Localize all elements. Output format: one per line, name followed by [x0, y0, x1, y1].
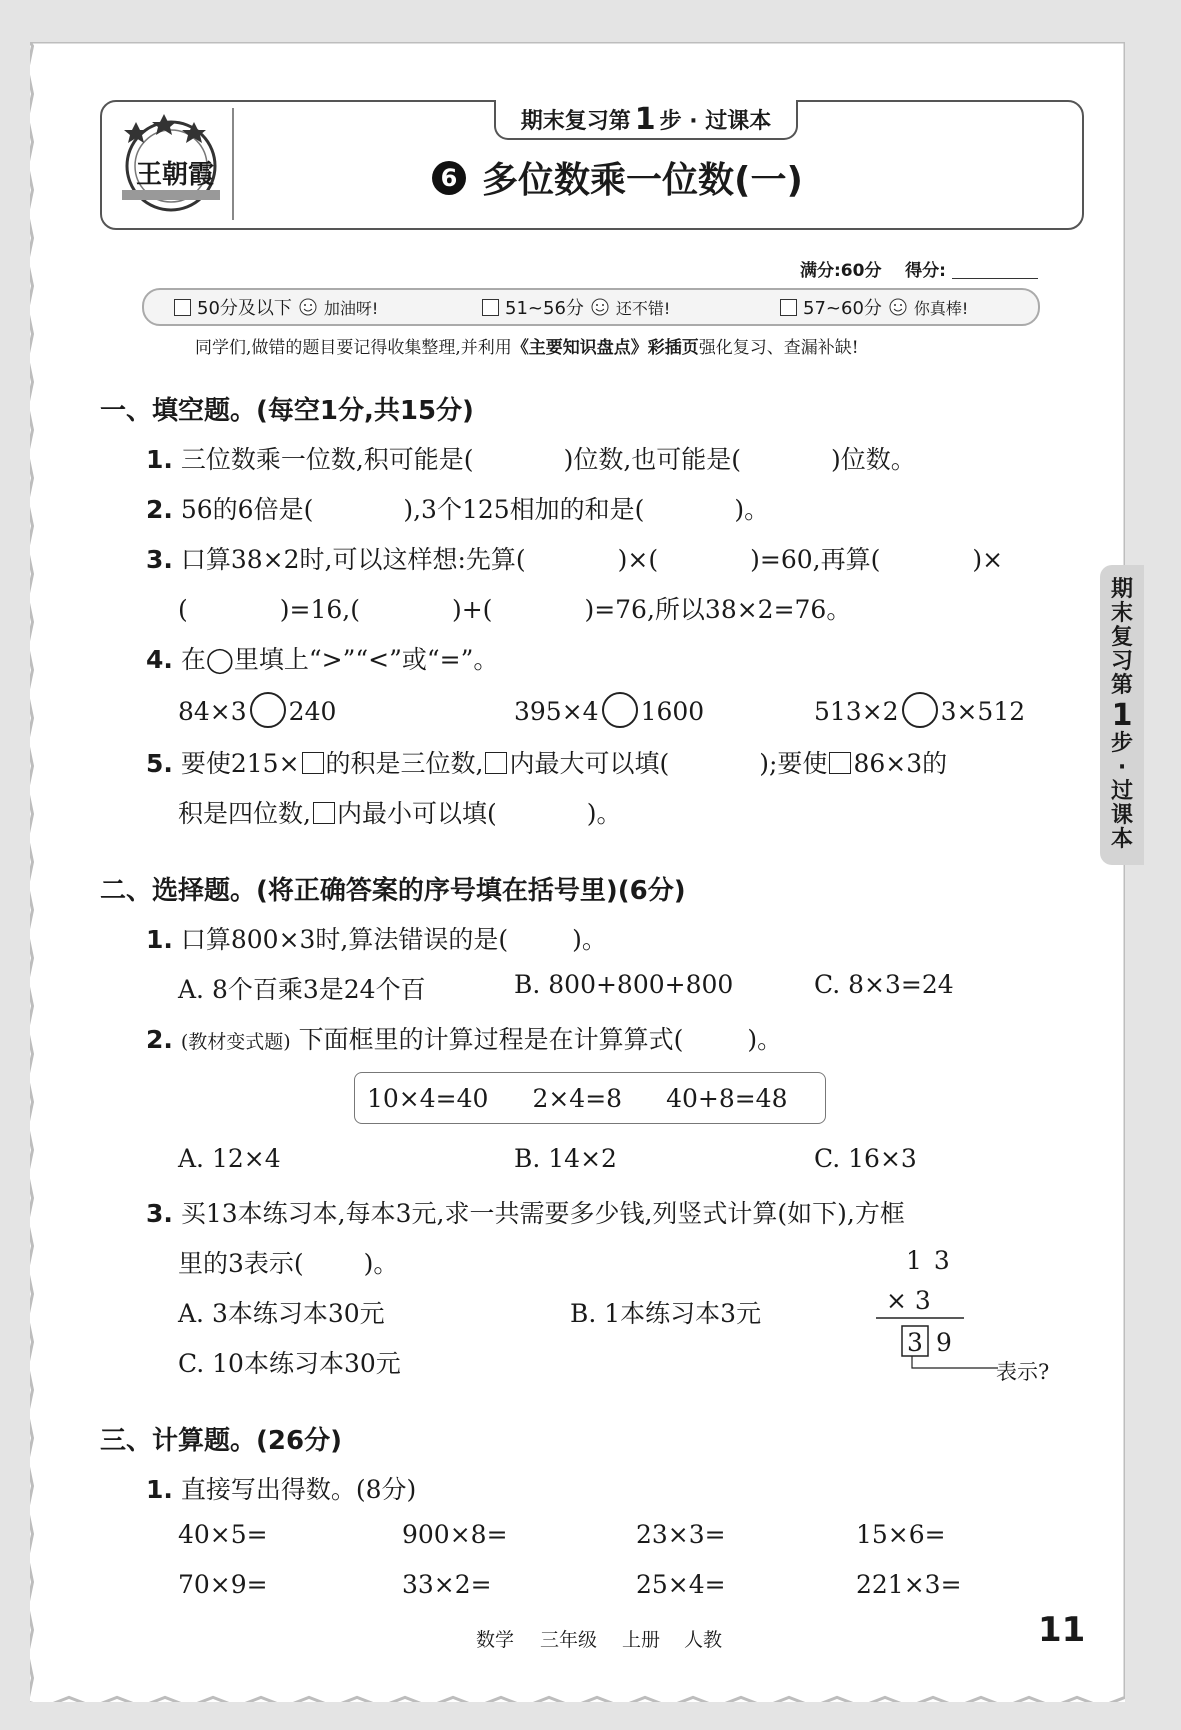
- s1-q2: [146, 490, 769, 526]
- q-text: 86×3的: [853, 749, 948, 778]
- side-char: 末: [1110, 600, 1133, 626]
- compare-circle[interactable]: [250, 692, 286, 728]
- question-number: 2.: [146, 1025, 173, 1054]
- calc-step: 2×4=8: [532, 1083, 623, 1113]
- section-3-title: 三、计算题。(26分): [100, 1426, 342, 1456]
- side-char: 复: [1110, 624, 1133, 650]
- question-number: 2.: [146, 495, 173, 524]
- score-line: [800, 256, 1038, 281]
- logo-text: 王朝霞: [136, 160, 215, 190]
- s1-q4-item-3: [814, 692, 1025, 728]
- side-char: ·: [1117, 754, 1127, 780]
- q-text: ),3个125相加的和是(: [403, 495, 645, 524]
- vertical-multiplier: × 3: [886, 1286, 931, 1315]
- full-score: 满分:60分: [800, 261, 882, 281]
- rating-bar: [142, 288, 1040, 326]
- vertical-result-boxed: 3: [907, 1328, 923, 1357]
- s2-q2-opt-c[interactable]: C. 16×3: [814, 1144, 917, 1173]
- calc-item[interactable]: 221×3=: [856, 1570, 962, 1599]
- q-text: )+(: [451, 595, 493, 624]
- q-text: 在◯里填上“>”“<”或“=”。: [180, 645, 499, 674]
- rating-option-3[interactable]: [780, 290, 968, 324]
- s2-q3-opt-b[interactable]: B. 1本练习本3元: [570, 1299, 762, 1328]
- footer-edition: 人教: [684, 1629, 723, 1651]
- q-text: 内最大可以填(: [509, 749, 670, 778]
- rating-comment: 加油呀!: [323, 298, 379, 318]
- q-text: )。: [734, 495, 770, 524]
- q-text: (: [178, 595, 188, 624]
- rating-range: 51~56分: [505, 298, 584, 319]
- s1-q5-line2: [178, 794, 621, 830]
- lesson-number: 6: [432, 161, 466, 195]
- q-text: )。: [586, 799, 622, 828]
- s2-q1: [146, 920, 607, 956]
- s2-q2-opt-a[interactable]: A. 12×4: [178, 1144, 281, 1173]
- rating-option-2[interactable]: [482, 290, 670, 324]
- question-number: 1.: [146, 445, 173, 474]
- square-box: [313, 802, 335, 824]
- q-text: )位数,也可能是(: [563, 445, 742, 474]
- lesson-title-text: 多位数乘一位数(一): [482, 160, 803, 201]
- footer-grade: 三年级: [540, 1629, 598, 1651]
- compare-left: 84×3: [178, 697, 247, 726]
- question-number: 4.: [146, 645, 173, 674]
- side-char: 本: [1110, 827, 1133, 853]
- side-char: 课: [1110, 803, 1133, 829]
- compare-right: 3×512: [940, 697, 1026, 726]
- header-box: [100, 100, 1084, 230]
- compare-circle[interactable]: [602, 692, 638, 728]
- compare-right: 1600: [640, 697, 705, 726]
- s2-q3-line1: [146, 1194, 905, 1230]
- s2-q1-opt-b[interactable]: B. 800+800+800: [514, 970, 734, 999]
- calc-item[interactable]: 15×6=: [856, 1520, 946, 1549]
- s1-q4-item-2: [514, 692, 704, 728]
- calc-item[interactable]: 70×9=: [178, 1570, 268, 1599]
- tip-pre: 同学们,做错的题目要记得收集整理,并利用: [195, 338, 512, 358]
- rating-option-1[interactable]: [174, 290, 378, 324]
- side-char: 步: [1110, 730, 1133, 756]
- step-tab-prefix: 期末复习第: [520, 108, 631, 134]
- s2-q2-opt-b[interactable]: B. 14×2: [514, 1144, 617, 1173]
- question-number: 3.: [146, 1199, 173, 1228]
- smiley-icon: [888, 297, 908, 317]
- question-number: 1.: [146, 925, 173, 954]
- tip-line: [195, 333, 859, 358]
- checkbox[interactable]: [482, 299, 499, 316]
- s1-q1: [146, 440, 916, 476]
- side-num: 1: [1111, 697, 1133, 733]
- side-tab: [1100, 565, 1144, 865]
- s1-q4: [146, 640, 498, 676]
- q-text: )×(: [617, 545, 659, 574]
- checkbox[interactable]: [780, 299, 797, 316]
- side-char: 习: [1110, 649, 1133, 675]
- square-box: [829, 752, 851, 774]
- q-text: )=76,所以38×2=76。: [584, 595, 852, 624]
- footer-subject: 数学: [476, 1629, 515, 1651]
- rating-range: 57~60分: [803, 298, 882, 319]
- logo-divider: [232, 108, 234, 220]
- q-text: );要使: [759, 749, 828, 778]
- calc-item[interactable]: 900×8=: [402, 1520, 508, 1549]
- s1-q3-line2: [178, 590, 851, 626]
- got-score-label: 得分:: [905, 261, 946, 281]
- q-text: 56的6倍是(: [180, 495, 314, 524]
- question-tag: (教材变式题): [180, 1031, 291, 1053]
- vertical-label: 表示?: [996, 1360, 1050, 1384]
- checkbox[interactable]: [174, 299, 191, 316]
- rating-comment: 你真棒!: [913, 298, 969, 318]
- vertical-result-rest: 9: [936, 1328, 952, 1357]
- calc-item[interactable]: 23×3=: [636, 1520, 726, 1549]
- q-text: 直接写出得数。(8分): [180, 1475, 417, 1504]
- page-number: 11: [1038, 1610, 1086, 1650]
- q-text: )。: [747, 1025, 783, 1054]
- calc-step: 10×4=40: [367, 1083, 489, 1113]
- vertical-top: 1 3: [906, 1246, 952, 1275]
- tip-post: 强化复习、查漏补缺!: [698, 338, 859, 358]
- s1-q3-line1: [146, 540, 1003, 576]
- q-text: 口算38×2时,可以这样想:先算(: [180, 545, 526, 574]
- q-text: )。: [363, 1249, 399, 1278]
- lesson-title: [432, 152, 892, 203]
- q-text: 口算800×3时,算法错误的是(: [180, 925, 509, 954]
- s2-q1-opt-c[interactable]: C. 8×3=24: [814, 970, 954, 999]
- tip-bold: 《主要知识盘点》彩插页: [511, 338, 699, 358]
- s3-q1: [146, 1470, 416, 1506]
- compare-left: 513×2: [814, 697, 899, 726]
- q-text: )=60,再算(: [750, 545, 881, 574]
- compare-right: 240: [288, 697, 337, 726]
- s2-q1-opt-a[interactable]: A. 8个百乘3是24个百: [178, 975, 426, 1004]
- compare-circle[interactable]: [902, 692, 938, 728]
- square-box: [485, 752, 507, 774]
- s2-q3-line2: [178, 1244, 398, 1280]
- q-text: )。: [572, 925, 607, 954]
- smiley-icon: [590, 297, 610, 317]
- calc-item[interactable]: 33×2=: [402, 1570, 492, 1599]
- rating-comment: 还不错!: [615, 298, 671, 318]
- q-text: )位数。: [831, 445, 916, 474]
- calc-item[interactable]: 25×4=: [636, 1570, 726, 1599]
- footer-volume: 上册: [622, 1629, 661, 1651]
- q-text: 下面框里的计算过程是在计算算式(: [298, 1025, 684, 1054]
- calc-step: 40+8=48: [666, 1083, 788, 1113]
- s1-q5-line1: [146, 744, 947, 780]
- q-text: 的积是三位数,: [325, 749, 484, 778]
- q-text: 内最小可以填(: [336, 799, 497, 828]
- question-number: 3.: [146, 545, 173, 574]
- question-number: 5.: [146, 749, 173, 778]
- compare-left: 395×4: [514, 697, 599, 726]
- calc-process-box: [354, 1072, 826, 1124]
- s1-q4-item-1: [178, 692, 336, 728]
- calc-item[interactable]: 40×5=: [178, 1520, 268, 1549]
- step-tab-suffix: 步 · 过课本: [659, 108, 772, 134]
- step-tab: [494, 100, 798, 140]
- q-text: 三位数乘一位数,积可能是(: [180, 445, 474, 474]
- side-char: 期: [1110, 576, 1133, 602]
- s2-q2: [146, 1020, 782, 1056]
- question-number: 1.: [146, 1475, 173, 1504]
- section-2-title: 二、选择题。(将正确答案的序号填在括号里)(6分): [100, 876, 686, 906]
- smiley-icon: [298, 297, 318, 317]
- q-text: 里的3表示(: [178, 1249, 304, 1278]
- q-text: 积是四位数,: [178, 799, 311, 828]
- side-char: 第: [1110, 673, 1133, 699]
- section-1-title: 一、填空题。(每空1分,共15分): [100, 396, 474, 426]
- step-tab-num: 1: [634, 101, 656, 137]
- rating-range: 50分及以下: [197, 298, 292, 319]
- score-blank[interactable]: [952, 262, 1038, 279]
- q-text: 买13本练习本,每本3元,求一共需要多少钱,列竖式计算(如下),方框: [180, 1199, 905, 1228]
- s2-q3-opt-a[interactable]: A. 3本练习本30元: [178, 1299, 385, 1328]
- q-text: 要使215×: [180, 749, 300, 778]
- square-box: [302, 752, 324, 774]
- q-text: )×: [972, 545, 1004, 574]
- s2-q3-opt-c[interactable]: C. 10本练习本30元: [178, 1349, 401, 1378]
- q-text: )=16,(: [279, 595, 360, 624]
- side-char: 过: [1110, 778, 1133, 804]
